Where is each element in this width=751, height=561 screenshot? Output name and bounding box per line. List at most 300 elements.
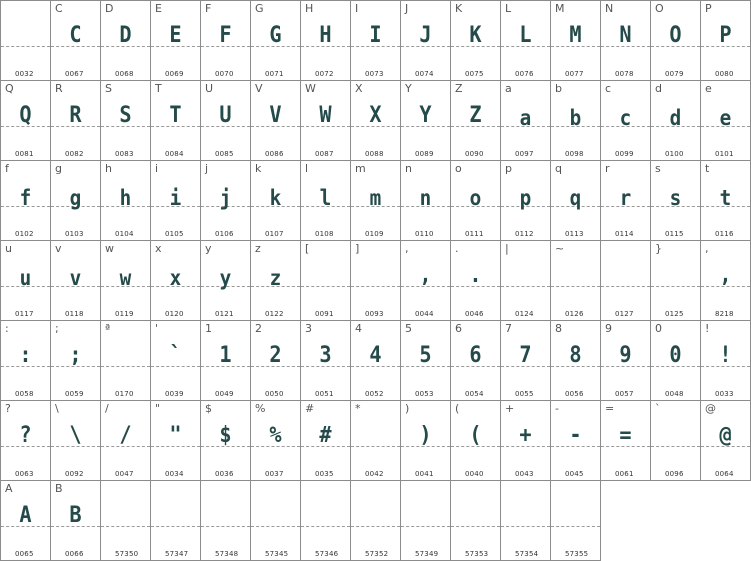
glyph-cell [651,161,701,241]
glyph-code: 0042 [365,470,384,478]
glyph-code: 0073 [365,70,384,78]
glyph-code: 0043 [515,470,534,478]
glyph-baseline [101,366,150,367]
glyph-preview: + [519,423,532,448]
glyph-code: 0066 [65,550,84,558]
glyph-code: 0057 [615,390,634,398]
glyph-code: 0081 [15,150,34,158]
glyph-cell-label: 2 [255,322,262,335]
glyph-preview: e [719,106,732,130]
glyph-code: 0091 [315,310,334,318]
glyph-preview: Z [469,103,482,128]
glyph-code: 0077 [565,70,584,78]
glyph-code: 0056 [565,390,584,398]
glyph-code: 57345 [265,550,289,558]
glyph-cell [301,321,351,401]
glyph-code: 0083 [115,150,134,158]
glyph-preview: Q [19,103,32,128]
glyph-cell-label: i [155,162,159,175]
glyph-preview: . [469,263,482,288]
glyph-cell [351,481,401,561]
glyph-cell [601,401,651,481]
glyph-cell [451,401,501,481]
glyph-cell [251,401,301,481]
glyph-baseline [251,526,300,527]
glyph-baseline [451,526,500,527]
glyph-cell [501,241,551,321]
glyph-cell-label: V [255,82,263,95]
glyph-code: 0109 [365,230,384,238]
glyph-cell-label: 1 [205,322,212,335]
glyph-preview: v [69,266,82,290]
glyph-code: 8218 [715,310,734,318]
glyph-cell [1,321,51,401]
glyph-cell [1,241,51,321]
glyph-cell-label: q [555,162,562,175]
glyph-cell-label: D [105,2,114,15]
glyph-cell-label: [ [305,242,310,255]
glyph-code: 0082 [65,150,84,158]
glyph-preview: f [19,186,32,210]
glyph-cell-label: K [455,2,463,15]
glyph-preview: K [469,23,482,48]
glyph-cell-label: G [255,2,264,15]
glyph-cell-label: F [205,2,212,15]
glyph-cell-label: j [205,162,209,175]
glyph-cell [701,81,751,161]
glyph-cell-label: * [355,402,361,415]
glyph-cell-label: g [55,162,62,175]
glyph-cell-label: a [505,82,512,95]
glyph-cell [701,161,751,241]
glyph-cell-label: H [305,2,314,15]
glyph-baseline [351,526,400,527]
glyph-code: 57355 [565,550,589,558]
glyph-cell [451,81,501,161]
glyph-cell [101,241,151,321]
glyph-cell [251,481,301,561]
glyph-preview: T [169,103,182,128]
glyph-preview: N [619,23,632,48]
glyph-cell [1,401,51,481]
glyph-code: 0041 [415,470,434,478]
glyph-cell-label: : [5,322,9,335]
glyph-cell [251,81,301,161]
glyph-code: 0119 [115,310,134,318]
glyph-baseline [351,446,400,447]
glyph-cell [551,161,601,241]
glyph-cell-label: I [355,2,359,15]
glyph-code: 0114 [615,230,634,238]
glyph-cell-label: w [105,242,114,255]
glyph-cell [51,241,101,321]
glyph-preview: 4 [369,343,382,368]
glyph-preview: 6 [469,343,482,368]
glyph-preview: 3 [319,343,332,368]
glyph-code: 57350 [115,550,139,558]
glyph-cell [651,241,701,321]
glyph-cell-label: f [5,162,9,175]
glyph-code: 0126 [565,310,584,318]
glyph-cell [351,81,401,161]
glyph-cell-label: t [705,162,710,175]
glyph-cell-label: b [555,82,562,95]
glyph-cell [201,1,251,81]
glyph-baseline [301,286,350,287]
glyph-preview: W [319,103,332,128]
glyph-cell [651,81,701,161]
glyph-cell-label: p [505,162,512,175]
glyph-baseline [301,526,350,527]
glyph-code: 0074 [415,70,434,78]
glyph-cell [51,321,101,401]
glyph-cell [351,241,401,321]
glyph-code: 0078 [615,70,634,78]
glyph-cell [151,401,201,481]
glyph-cell [301,401,351,481]
glyph-cell-label: k [255,162,262,175]
glyph-code: 0032 [15,70,34,78]
glyph-cell-label: M [555,2,565,15]
glyph-code: 0054 [465,390,484,398]
glyph-cell [551,81,601,161]
glyph-cell-label: S [105,82,112,95]
glyph-preview: l [319,186,332,210]
glyph-cell-label: c [605,82,612,95]
glyph-code: 0098 [565,150,584,158]
glyph-code: 0127 [615,310,634,318]
glyph-cell-label: 5 [405,322,412,335]
glyph-preview: c [619,106,632,130]
glyph-preview: $ [219,423,232,448]
glyph-cell [51,161,101,241]
glyph-cell [101,401,151,481]
glyph-code: 0048 [665,390,684,398]
glyph-preview: D [119,23,132,48]
glyph-code: 0033 [715,390,734,398]
glyph-preview: ; [69,343,82,368]
glyph-preview: P [719,23,732,48]
glyph-cell-label: 7 [505,322,512,335]
glyph-cell [701,401,751,481]
glyph-code: 0047 [115,470,134,478]
glyph-cell-label: 6 [455,322,462,335]
glyph-cell [351,401,401,481]
glyph-code: 0122 [265,310,284,318]
glyph-code: 0053 [415,390,434,398]
glyph-cell-label: L [505,2,512,15]
glyph-code: 0102 [15,230,34,238]
glyph-preview: ( [469,423,482,448]
glyph-cell-label: O [655,2,664,15]
glyph-cell-label: ' [155,322,159,335]
glyph-code: 0086 [265,150,284,158]
glyph-cell [701,241,751,321]
glyph-cell-label: E [155,2,162,15]
glyph-cell-label: o [455,162,462,175]
glyph-cell-label: / [105,402,109,415]
glyph-cell-label: Z [455,82,463,95]
glyph-cell-label: $ [205,402,212,415]
glyph-cell-label: ( [455,402,460,415]
glyph-cell [551,401,601,481]
glyph-code: 0037 [265,470,284,478]
glyph-code: 0090 [465,150,484,158]
glyph-preview: b [569,106,582,130]
glyph-preview: " [169,423,182,448]
glyph-cell-label: , [705,242,709,255]
glyph-code: 0071 [265,70,284,78]
glyph-code: 0034 [165,470,184,478]
glyph-cell [701,1,751,81]
glyph-preview: k [269,186,282,210]
glyph-preview: ) [419,423,432,448]
glyph-baseline [551,286,600,287]
glyph-code: 0061 [615,470,634,478]
glyph-code: 0067 [65,70,84,78]
glyph-code: 57349 [415,550,439,558]
glyph-code: 0124 [515,310,534,318]
glyph-code: 0093 [365,310,384,318]
glyph-preview: S [119,103,132,128]
glyph-cell [1,161,51,241]
glyph-preview: t [719,186,732,210]
glyph-code: 0117 [15,310,34,318]
glyph-preview: 5 [419,343,432,368]
glyph-cell-label: . [455,242,459,255]
glyph-preview: a [519,106,532,130]
glyph-cell [451,1,501,81]
glyph-code: 0036 [215,470,234,478]
glyph-code: 0084 [165,150,184,158]
glyph-cell-label: d [655,82,662,95]
glyph-cell [351,161,401,241]
glyph-code: 0035 [315,470,334,478]
glyph-cell-label: Q [5,82,14,95]
glyph-preview: O [669,23,682,48]
glyph-preview: n [419,186,432,210]
glyph-baseline [601,286,650,287]
glyph-cell [651,321,701,401]
glyph-preview: 8 [569,343,582,368]
glyph-preview: x [169,266,182,290]
glyph-code: 0059 [65,390,84,398]
glyph-cell [101,81,151,161]
glyph-cell [501,81,551,161]
glyph-preview: 0 [669,343,682,368]
glyph-cell-label: x [155,242,162,255]
glyph-preview: 1 [219,343,232,368]
glyph-cell [201,241,251,321]
glyph-preview: @ [719,423,732,448]
glyph-cell [551,241,601,321]
glyph-cell [401,241,451,321]
glyph-cell-label: r [605,162,610,175]
glyph-preview: I [369,23,382,48]
glyph-preview: G [269,23,282,48]
glyph-code: 0087 [315,150,334,158]
glyph-preview: h [119,186,132,210]
glyph-cell [651,1,701,81]
glyph-preview: ? [19,423,32,448]
glyph-baseline [201,526,250,527]
glyph-code: 0097 [515,150,534,158]
glyph-cell [601,1,651,81]
glyph-preview: - [569,423,582,448]
glyph-cell [651,401,701,481]
glyph-code: 0101 [715,150,734,158]
glyph-code: 0070 [215,70,234,78]
glyph-preview: V [269,103,282,128]
glyph-code: 0088 [365,150,384,158]
glyph-code: 0063 [15,470,34,478]
glyph-cell [51,81,101,161]
glyph-preview: M [569,23,582,48]
glyph-code: 0076 [515,70,534,78]
glyph-code: 0120 [165,310,184,318]
glyph-preview: 9 [619,343,632,368]
glyph-baseline [151,526,200,527]
glyph-preview: B [69,503,82,528]
glyph-cell-label: J [405,2,409,15]
glyph-cell-label: A [5,482,13,495]
glyph-cell [601,321,651,401]
glyph-cell [351,1,401,81]
glyph-code: 0099 [615,150,634,158]
glyph-cell [451,161,501,241]
glyph-preview: U [219,103,232,128]
glyph-baseline [401,526,450,527]
glyph-cell-label: = [605,402,615,415]
glyph-cell [201,481,251,561]
glyph-cell [201,81,251,161]
glyph-cell [501,401,551,481]
glyph-cell-label: ~ [555,242,565,255]
glyph-cell-label: - [555,402,559,415]
glyph-preview: g [69,186,82,210]
glyph-preview: H [319,23,332,48]
glyph-code: 0039 [165,390,184,398]
glyph-cell [151,241,201,321]
glyph-code: 0046 [465,310,484,318]
glyph-cell [101,481,151,561]
glyph-cell-label: P [705,2,712,15]
glyph-cell-label: U [205,82,214,95]
glyph-code: 0107 [265,230,284,238]
glyph-cell-label: n [405,162,412,175]
glyph-code: 57348 [215,550,239,558]
glyph-cell-label: } [655,242,662,255]
glyph-code: 0079 [665,70,684,78]
glyph-code: 0045 [565,470,584,478]
glyph-code: 0103 [65,230,84,238]
glyph-code: 0116 [715,230,734,238]
glyph-code: 0112 [515,230,534,238]
glyph-cell [51,401,101,481]
glyph-code: 57347 [165,550,189,558]
glyph-preview: ` [169,343,182,368]
glyph-cell [301,241,351,321]
glyph-preview: y [219,266,232,290]
glyph-code: 0044 [415,310,434,318]
glyph-code: 0110 [415,230,434,238]
glyph-cell [201,321,251,401]
glyph-code: 0072 [315,70,334,78]
glyph-code: 0049 [215,390,234,398]
glyph-cell [451,481,501,561]
glyph-preview: s [669,186,682,210]
glyph-code: 0121 [215,310,234,318]
glyph-preview: F [219,23,232,48]
glyph-baseline [551,526,600,527]
glyph-code: 57354 [515,550,539,558]
glyph-preview: % [269,423,282,448]
glyph-cell [351,321,401,401]
glyph-cell [301,481,351,561]
glyph-baseline [101,526,150,527]
glyph-code: 0125 [665,310,684,318]
glyph-cell-label: Y [405,82,412,95]
glyph-cell-label: s [655,162,661,175]
glyph-cell [551,321,601,401]
glyph-code: 0050 [265,390,284,398]
glyph-cell-label: m [355,162,366,175]
glyph-preview: \ [69,423,82,448]
glyph-preview: q [569,186,582,210]
glyph-code: 0118 [65,310,84,318]
glyph-cell [1,81,51,161]
glyph-preview: # [319,423,332,448]
glyph-cell [151,321,201,401]
glyph-cell [601,241,651,321]
glyph-cell [401,401,451,481]
glyph-preview: , [419,263,432,288]
glyph-preview: A [19,503,32,528]
glyph-baseline [501,526,550,527]
glyph-baseline [651,446,700,447]
glyph-code: 0055 [515,390,534,398]
glyph-code: 0064 [715,470,734,478]
glyph-cell-label: C [55,2,63,15]
glyph-cell-label: ) [405,402,410,415]
glyph-cell [401,321,451,401]
glyph-code: 57352 [365,550,389,558]
glyph-code: 0106 [215,230,234,238]
glyph-preview: 2 [269,343,282,368]
glyph-cell-label: ; [55,322,59,335]
glyph-baseline [351,286,400,287]
glyph-cell [101,321,151,401]
glyph-baseline [1,46,50,47]
glyph-preview: = [619,423,632,448]
glyph-code: 57353 [465,550,489,558]
glyph-cell-label: B [55,482,63,495]
glyph-cell [551,481,601,561]
glyph-cell-label: N [605,2,614,15]
glyph-cell-label: ] [355,242,360,255]
glyph-cell [1,481,51,561]
glyph-preview: j [219,186,232,210]
glyph-cell [601,161,651,241]
glyph-cell [501,481,551,561]
glyph-preview: E [169,23,182,48]
glyph-cell-label: \ [55,402,59,415]
glyph-cell-label [5,2,9,15]
glyph-preview: o [469,186,482,210]
glyph-preview: / [119,423,132,448]
glyph-cell [451,241,501,321]
glyph-preview: ! [719,343,732,368]
